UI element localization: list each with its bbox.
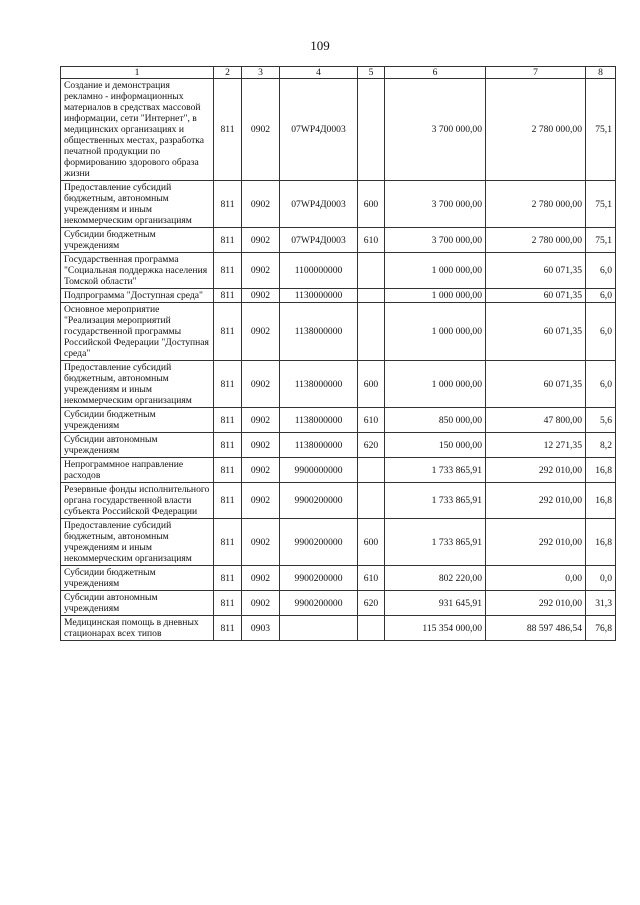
row-actual-amount: 60 071,35 bbox=[486, 303, 586, 361]
table-row bbox=[61, 79, 616, 181]
column-header: 5 bbox=[358, 67, 385, 79]
page-number: 109 bbox=[310, 38, 330, 53]
row-ministry-code: 811 bbox=[214, 181, 242, 228]
row-section-code: 0902 bbox=[242, 228, 280, 253]
budget-table bbox=[60, 66, 616, 641]
row-target-article: 07WP4Д0003 bbox=[280, 228, 358, 253]
row-ministry-code: 811 bbox=[214, 433, 242, 458]
row-percent: 0,0 bbox=[586, 566, 616, 591]
row-planned-amount: 3 700 000,00 bbox=[385, 228, 486, 253]
row-percent: 6,0 bbox=[586, 303, 616, 361]
row-target-article: 1100000000 bbox=[280, 253, 358, 289]
row-section-code: 0902 bbox=[242, 519, 280, 566]
row-ministry-code: 811 bbox=[214, 79, 242, 181]
row-ministry-code: 811 bbox=[214, 408, 242, 433]
row-name: Создание и демонстрация рекламно - информационных материалов в средствах массовой информации, сети "Интернет", в медицинских организациях и общественных местах, разработка печатной продукции по формированию здорового образа жизни bbox=[61, 79, 214, 181]
row-target-article: 9900200000 bbox=[280, 591, 358, 616]
row-section-code: 0902 bbox=[242, 591, 280, 616]
row-expense-type bbox=[358, 616, 385, 641]
column-header: 3 bbox=[242, 67, 280, 79]
row-ministry-code: 811 bbox=[214, 253, 242, 289]
row-name: Резервные фонды исполнительного органа государственной власти субъекта Российской Федерации bbox=[61, 483, 214, 519]
row-name: Предоставление субсидий бюджетным, автономным учреждениям и иным некоммерческим организациям bbox=[61, 519, 214, 566]
row-target-article: 07WP4Д0003 bbox=[280, 181, 358, 228]
row-actual-amount: 60 071,35 bbox=[486, 361, 586, 408]
row-percent: 5,6 bbox=[586, 408, 616, 433]
row-ministry-code: 811 bbox=[214, 616, 242, 641]
row-percent: 75,1 bbox=[586, 79, 616, 181]
table-row bbox=[61, 483, 616, 519]
row-name: Субсидии бюджетным учреждениям bbox=[61, 228, 214, 253]
table-row bbox=[61, 228, 616, 253]
table-row bbox=[61, 458, 616, 483]
table-row bbox=[61, 253, 616, 289]
table-body bbox=[61, 79, 616, 641]
row-ministry-code: 811 bbox=[214, 458, 242, 483]
row-target-article: 9900200000 bbox=[280, 519, 358, 566]
row-section-code: 0902 bbox=[242, 361, 280, 408]
row-percent: 6,0 bbox=[586, 361, 616, 408]
row-section-code: 0902 bbox=[242, 566, 280, 591]
row-expense-type bbox=[358, 79, 385, 181]
row-name: Подпрограмма "Доступная среда" bbox=[61, 289, 214, 303]
table-row bbox=[61, 519, 616, 566]
row-ministry-code: 811 bbox=[214, 591, 242, 616]
row-target-article: 9900200000 bbox=[280, 483, 358, 519]
row-name: Субсидии бюджетным учреждениям bbox=[61, 566, 214, 591]
row-actual-amount: 47 800,00 bbox=[486, 408, 586, 433]
row-percent: 6,0 bbox=[586, 253, 616, 289]
row-percent: 75,1 bbox=[586, 228, 616, 253]
row-target-article bbox=[280, 616, 358, 641]
table-row bbox=[61, 566, 616, 591]
row-name: Предоставление субсидий бюджетным, автономным учреждениям и иным некоммерческим организациям bbox=[61, 181, 214, 228]
row-percent: 16,8 bbox=[586, 483, 616, 519]
row-expense-type: 620 bbox=[358, 591, 385, 616]
row-expense-type bbox=[358, 483, 385, 519]
row-name: Субсидии автономным учреждениям bbox=[61, 591, 214, 616]
row-ministry-code: 811 bbox=[214, 519, 242, 566]
row-planned-amount: 150 000,00 bbox=[385, 433, 486, 458]
row-percent: 31,3 bbox=[586, 591, 616, 616]
row-percent: 16,8 bbox=[586, 458, 616, 483]
row-planned-amount: 802 220,00 bbox=[385, 566, 486, 591]
row-section-code: 0902 bbox=[242, 181, 280, 228]
row-planned-amount: 3 700 000,00 bbox=[385, 79, 486, 181]
row-percent: 6,0 bbox=[586, 289, 616, 303]
row-planned-amount: 1 000 000,00 bbox=[385, 303, 486, 361]
row-expense-type: 610 bbox=[358, 566, 385, 591]
row-target-article: 07WP4Д0003 bbox=[280, 79, 358, 181]
row-section-code: 0902 bbox=[242, 79, 280, 181]
row-planned-amount: 1 000 000,00 bbox=[385, 253, 486, 289]
table-row bbox=[61, 303, 616, 361]
row-expense-type: 600 bbox=[358, 181, 385, 228]
column-header: 4 bbox=[280, 67, 358, 79]
row-planned-amount: 1 000 000,00 bbox=[385, 361, 486, 408]
row-expense-type: 600 bbox=[358, 361, 385, 408]
column-header: 8 bbox=[586, 67, 616, 79]
row-actual-amount: 2 780 000,00 bbox=[486, 79, 586, 181]
header-row bbox=[61, 67, 616, 79]
row-target-article: 1138000000 bbox=[280, 408, 358, 433]
row-planned-amount: 850 000,00 bbox=[385, 408, 486, 433]
row-expense-type: 600 bbox=[358, 519, 385, 566]
row-actual-amount: 0,00 bbox=[486, 566, 586, 591]
row-name: Предоставление субсидий бюджетным, автономным учреждениям и иным некоммерческим организациям bbox=[61, 361, 214, 408]
row-expense-type bbox=[358, 303, 385, 361]
row-percent: 8,2 bbox=[586, 433, 616, 458]
table-row bbox=[61, 181, 616, 228]
row-target-article: 9900000000 bbox=[280, 458, 358, 483]
row-percent: 16,8 bbox=[586, 519, 616, 566]
table-row bbox=[61, 591, 616, 616]
row-name: Государственная программа "Социальная поддержка населения Томской области" bbox=[61, 253, 214, 289]
row-planned-amount: 1 733 865,91 bbox=[385, 483, 486, 519]
row-planned-amount: 115 354 000,00 bbox=[385, 616, 486, 641]
row-percent: 76,8 bbox=[586, 616, 616, 641]
row-actual-amount: 292 010,00 bbox=[486, 458, 586, 483]
row-name: Субсидии бюджетным учреждениям bbox=[61, 408, 214, 433]
row-target-article: 1130000000 bbox=[280, 289, 358, 303]
row-planned-amount: 931 645,91 bbox=[385, 591, 486, 616]
table-row bbox=[61, 616, 616, 641]
row-target-article: 1138000000 bbox=[280, 303, 358, 361]
row-expense-type: 620 bbox=[358, 433, 385, 458]
row-actual-amount: 60 071,35 bbox=[486, 253, 586, 289]
column-header: 1 bbox=[61, 67, 214, 79]
row-section-code: 0902 bbox=[242, 289, 280, 303]
row-expense-type: 610 bbox=[358, 408, 385, 433]
row-actual-amount: 292 010,00 bbox=[486, 591, 586, 616]
row-section-code: 0902 bbox=[242, 433, 280, 458]
row-expense-type bbox=[358, 289, 385, 303]
row-name: Основное мероприятие "Реализация мероприятий государственной программы Российской Федерации "Доступная среда" bbox=[61, 303, 214, 361]
row-actual-amount: 292 010,00 bbox=[486, 519, 586, 566]
row-ministry-code: 811 bbox=[214, 361, 242, 408]
row-target-article: 1138000000 bbox=[280, 433, 358, 458]
row-planned-amount: 1 000 000,00 bbox=[385, 289, 486, 303]
row-planned-amount: 1 733 865,91 bbox=[385, 458, 486, 483]
row-ministry-code: 811 bbox=[214, 483, 242, 519]
row-target-article: 1138000000 bbox=[280, 361, 358, 408]
row-ministry-code: 811 bbox=[214, 303, 242, 361]
row-percent: 75,1 bbox=[586, 181, 616, 228]
row-expense-type bbox=[358, 458, 385, 483]
row-actual-amount: 88 597 486,54 bbox=[486, 616, 586, 641]
row-planned-amount: 1 733 865,91 bbox=[385, 519, 486, 566]
row-name: Субсидии автономным учреждениям bbox=[61, 433, 214, 458]
row-expense-type: 610 bbox=[358, 228, 385, 253]
column-header: 6 bbox=[385, 67, 486, 79]
row-section-code: 0902 bbox=[242, 483, 280, 519]
row-section-code: 0903 bbox=[242, 616, 280, 641]
row-actual-amount: 2 780 000,00 bbox=[486, 181, 586, 228]
row-section-code: 0902 bbox=[242, 253, 280, 289]
table-row bbox=[61, 361, 616, 408]
table-row bbox=[61, 408, 616, 433]
row-name: Медицинская помощь в дневных стационарах всех типов bbox=[61, 616, 214, 641]
row-ministry-code: 811 bbox=[214, 228, 242, 253]
row-actual-amount: 2 780 000,00 bbox=[486, 228, 586, 253]
row-ministry-code: 811 bbox=[214, 289, 242, 303]
row-planned-amount: 3 700 000,00 bbox=[385, 181, 486, 228]
row-actual-amount: 12 271,35 bbox=[486, 433, 586, 458]
row-actual-amount: 60 071,35 bbox=[486, 289, 586, 303]
row-section-code: 0902 bbox=[242, 303, 280, 361]
row-name: Непрограммное направление расходов bbox=[61, 458, 214, 483]
row-actual-amount: 292 010,00 bbox=[486, 483, 586, 519]
row-ministry-code: 811 bbox=[214, 566, 242, 591]
row-expense-type bbox=[358, 253, 385, 289]
column-header: 2 bbox=[214, 67, 242, 79]
row-section-code: 0902 bbox=[242, 458, 280, 483]
column-header: 7 bbox=[486, 67, 586, 79]
row-section-code: 0902 bbox=[242, 408, 280, 433]
table-row bbox=[61, 289, 616, 303]
table-row bbox=[61, 433, 616, 458]
row-target-article: 9900200000 bbox=[280, 566, 358, 591]
